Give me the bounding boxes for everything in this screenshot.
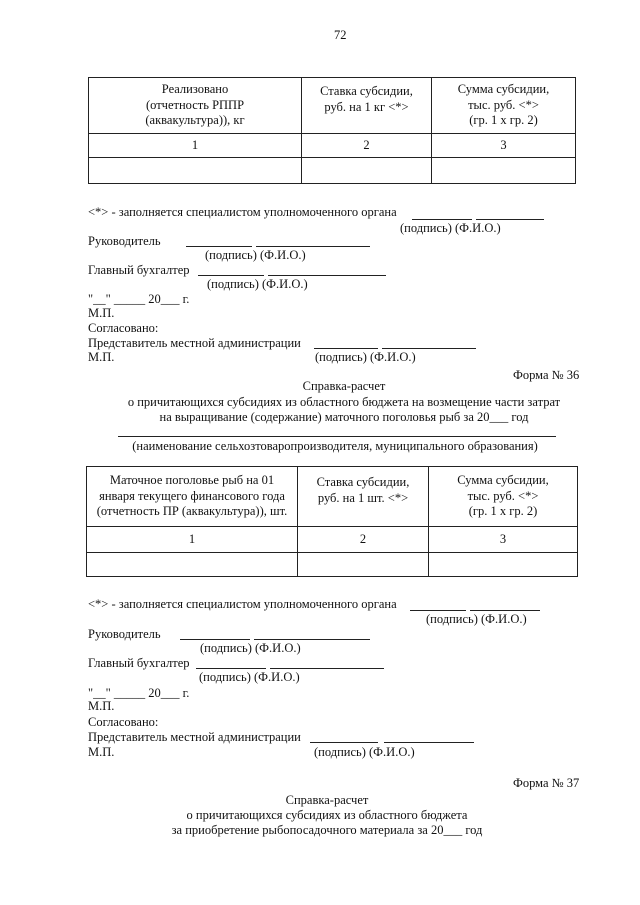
agreed-label: Согласовано: <box>88 715 159 729</box>
signature-line[interactable] <box>196 668 266 669</box>
column-number: 2 <box>302 134 432 158</box>
signature-line[interactable] <box>410 610 466 611</box>
header-cell-realized <box>89 78 302 134</box>
name-line[interactable] <box>384 742 474 743</box>
signature-line[interactable] <box>310 742 378 743</box>
head-label: Руководитель <box>88 627 161 641</box>
header-line: (отчетность РППР <box>145 97 245 112</box>
header-line: тыс. руб. <*> <box>467 488 539 503</box>
name-line[interactable] <box>382 348 476 349</box>
header-line: Сумма субсидии, <box>457 473 549 488</box>
header-cell-sum <box>432 78 576 134</box>
data-cell[interactable] <box>298 553 429 577</box>
header-line: руб. на 1 шт. <*> <box>317 490 409 505</box>
signature-line[interactable] <box>186 246 252 247</box>
subsidy-table-2 <box>86 466 578 577</box>
signature-line[interactable] <box>180 639 250 640</box>
header-cell-sum <box>429 467 578 527</box>
header-line: Маточное поголовье рыб на 01 <box>109 473 275 488</box>
agreed-label: Согласовано: <box>88 321 159 335</box>
signature-line[interactable] <box>314 348 378 349</box>
form-number: Форма № 36 <box>513 368 580 382</box>
signature-line[interactable] <box>412 219 472 220</box>
column-number: 1 <box>89 134 302 158</box>
table-header-row <box>89 78 576 134</box>
data-cell[interactable] <box>87 553 298 577</box>
date-field: "__" _____ 20___ г. <box>88 292 190 306</box>
stamp-place: М.П. <box>88 306 115 320</box>
table-row <box>87 553 578 577</box>
signature-caption: (подпись) (Ф.И.О.) <box>207 277 308 291</box>
form-title: Справка-расчет <box>285 793 369 807</box>
organization-name-caption: (наименование сельхозтоваропроизводителя, муниципального образования) <box>132 439 538 453</box>
signature-line[interactable] <box>198 275 264 276</box>
stamp-place: М.П. <box>88 699 115 713</box>
stamp-place: М.П. <box>88 745 115 759</box>
accountant-label: Главный бухгалтер <box>88 263 190 277</box>
specialist-note: <*> - заполняется специалистом уполномоченного органа <box>88 205 397 219</box>
page-number: 72 <box>334 28 347 42</box>
header-line: (аквакультура)), кг <box>145 113 245 128</box>
name-line[interactable] <box>476 219 544 220</box>
header-line: Ставка субсидии, <box>316 475 410 489</box>
name-line[interactable] <box>270 668 384 669</box>
name-line[interactable] <box>256 246 370 247</box>
data-cell[interactable] <box>432 158 576 184</box>
signature-caption: (подпись) (Ф.И.О.) <box>315 350 416 364</box>
header-line: (гр. 1 х гр. 2) <box>469 113 538 128</box>
signature-caption: (подпись) (Ф.И.О.) <box>426 612 527 626</box>
head-label: Руководитель <box>88 234 161 248</box>
form-subtitle: за приобретение рыбопосадочного материала за 20___ год <box>171 823 483 837</box>
form-subtitle: о причитающихся субсидиях из областного бюджета на возмещение части затрат <box>127 395 561 409</box>
data-cell[interactable] <box>429 553 578 577</box>
form-subtitle: на выращивание (содержание) маточного поголовья рыб за 20___ год <box>159 410 529 424</box>
organization-name-line[interactable] <box>118 436 556 437</box>
table-row <box>89 134 576 158</box>
stamp-place: М.П. <box>88 350 115 364</box>
specialist-note: <*> - заполняется специалистом уполномоченного органа <box>88 597 397 611</box>
representative-label: Представитель местной администрации <box>88 730 301 744</box>
header-line: Ставка субсидии, <box>320 84 413 98</box>
column-number: 1 <box>87 527 298 553</box>
header-cell-rate <box>302 78 432 134</box>
header-cell-rate <box>298 467 429 527</box>
date-field: "__" _____ 20___ г. <box>88 686 190 700</box>
header-line: (гр. 1 х гр. 2) <box>468 504 538 519</box>
form-number: Форма № 37 <box>513 776 580 790</box>
data-cell[interactable] <box>89 158 302 184</box>
name-line[interactable] <box>268 275 386 276</box>
form-subtitle: о причитающихся субсидиях из областного бюджета <box>186 808 468 822</box>
column-number: 3 <box>429 527 578 553</box>
table-row <box>87 527 578 553</box>
header-line: Сумма субсидии, <box>457 82 550 97</box>
header-line: (отчетность ПР (аквакультура)), шт. <box>96 504 288 519</box>
header-line: января текущего финансового года <box>99 488 285 503</box>
header-line: Реализовано <box>161 82 229 97</box>
column-number: 2 <box>298 527 429 553</box>
signature-caption: (подпись) (Ф.И.О.) <box>400 221 501 235</box>
signature-caption: (подпись) (Ф.И.О.) <box>200 641 301 655</box>
table-row <box>89 158 576 184</box>
signature-caption: (подпись) (Ф.И.О.) <box>205 248 306 262</box>
name-line[interactable] <box>470 610 540 611</box>
header-line: руб. на 1 кг <*> <box>324 99 409 114</box>
form-title: Справка-расчет <box>302 379 386 393</box>
accountant-label: Главный бухгалтер <box>88 656 190 670</box>
header-line: тыс. руб. <*> <box>468 97 539 112</box>
column-number: 3 <box>432 134 576 158</box>
signature-caption: (подпись) (Ф.И.О.) <box>314 745 415 759</box>
table-header-row <box>87 467 578 527</box>
subsidy-table-1 <box>88 77 576 184</box>
data-cell[interactable] <box>302 158 432 184</box>
header-cell-livestock <box>87 467 298 527</box>
name-line[interactable] <box>254 639 370 640</box>
signature-caption: (подпись) (Ф.И.О.) <box>199 670 300 684</box>
representative-label: Представитель местной администрации <box>88 336 301 350</box>
